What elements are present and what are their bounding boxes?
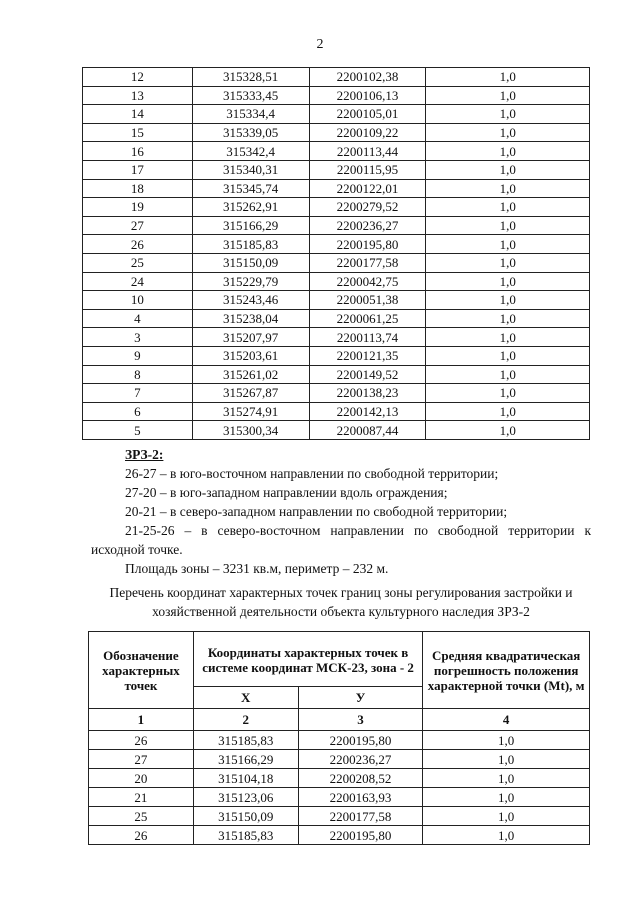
point-id-cell: 5 [83,421,193,440]
x-coordinate-cell: 315339,05 [192,123,309,142]
x-coordinate-cell: 315207,97 [192,328,309,347]
coordinates-table-body [83,68,590,440]
point-id-cell: 26 [83,235,193,254]
table-row [83,105,590,124]
y-coordinate-cell: 2200122,01 [309,179,426,198]
error-cell: 1,0 [426,309,590,328]
x-coordinate-cell: 315185,83 [193,731,298,750]
error-cell: 1,0 [423,750,590,769]
table-row [83,346,590,365]
y-coordinate-cell: 2200121,35 [309,346,426,365]
y-coordinate-cell: 2200177,58 [309,253,426,272]
error-cell: 1,0 [426,235,590,254]
error-cell: 1,0 [426,328,590,347]
point-id-cell: 14 [83,105,193,124]
column-number-2: 2 [193,709,298,731]
x-coordinate-cell: 315334,4 [192,105,309,124]
x-coordinate-cell: 315166,29 [193,750,298,769]
table-row [83,68,590,87]
error-cell: 1,0 [423,769,590,788]
x-coordinate-cell: 315104,18 [193,769,298,788]
y-coordinate-cell: 2200113,74 [309,328,426,347]
zone-description [91,445,591,578]
error-cell: 1,0 [423,731,590,750]
y-coordinate-cell: 2200042,75 [309,272,426,291]
point-id-cell: 16 [83,142,193,161]
header-y: У [298,687,423,709]
table-caption-line-2: хозяйственной деятельности объекта культурного наследия ЗРЗ-2 [152,604,530,619]
error-cell: 1,0 [426,198,590,217]
y-coordinate-cell: 2200105,01 [309,105,426,124]
page-number: 2 [316,37,324,52]
point-id-cell: 26 [89,731,194,750]
table-row [83,384,590,403]
point-id-cell: 8 [83,365,193,384]
error-cell: 1,0 [426,160,590,179]
x-coordinate-cell: 315340,31 [192,160,309,179]
column-numbers-row [89,709,590,731]
error-cell: 1,0 [426,365,590,384]
point-id-cell: 9 [83,346,193,365]
table-caption-line-1: Перечень координат характерных точек границ зоны регулирования застройки и [109,585,573,600]
x-coordinate-cell: 315262,91 [192,198,309,217]
point-id-cell: 21 [89,788,194,807]
y-coordinate-cell: 2200195,80 [298,826,423,845]
error-cell: 1,0 [423,807,590,826]
error-cell: 1,0 [426,105,590,124]
table-row [83,160,590,179]
y-coordinate-cell: 2200115,95 [309,160,426,179]
table-row [89,731,590,750]
zone-heading: ЗРЗ-2: [125,447,164,462]
boundary-segment-21-25-26: 21-25-26 – в северо-восточном направлении по свободной территории к [125,523,591,538]
table-row [89,788,590,807]
error-cell: 1,0 [426,384,590,403]
table-row [83,328,590,347]
table-row [83,198,590,217]
error-cell: 1,0 [426,402,590,421]
point-id-cell: 6 [83,402,193,421]
point-id-cell: 20 [89,769,194,788]
point-id-cell: 26 [89,826,194,845]
x-coordinate-cell: 315345,74 [192,179,309,198]
point-id-cell: 19 [83,198,193,217]
point-id-cell: 17 [83,160,193,179]
x-coordinate-cell: 315267,87 [192,384,309,403]
x-coordinate-cell: 315123,06 [193,788,298,807]
x-coordinate-cell: 315150,09 [192,253,309,272]
table-row [83,86,590,105]
error-cell: 1,0 [426,291,590,310]
x-coordinate-cell: 315203,61 [192,346,309,365]
x-coordinate-cell: 315300,34 [192,421,309,440]
error-cell: 1,0 [423,788,590,807]
table-row [83,365,590,384]
point-id-cell: 7 [83,384,193,403]
table-row [89,807,590,826]
x-coordinate-cell: 315274,91 [192,402,309,421]
y-coordinate-cell: 2200142,13 [309,402,426,421]
y-coordinate-cell: 2200138,23 [309,384,426,403]
error-cell: 1,0 [426,272,590,291]
error-cell: 1,0 [426,421,590,440]
point-id-cell: 25 [89,807,194,826]
table-row [83,235,590,254]
x-coordinate-cell: 315243,46 [192,291,309,310]
y-coordinate-cell: 2200106,13 [309,86,426,105]
header-mean-square-error: Средняя квадратическая погрешность положения характерной точки (Mt), м [423,632,590,709]
table-caption [86,583,596,621]
error-cell: 1,0 [423,826,590,845]
table-row [83,421,590,440]
table-row [83,272,590,291]
boundary-segment-21-25-26-continued: исходной точке. [91,542,183,557]
table-row [89,750,590,769]
column-number-1: 1 [89,709,194,731]
x-coordinate-cell: 315185,83 [193,826,298,845]
x-coordinate-cell: 315150,09 [193,807,298,826]
point-id-cell: 10 [83,291,193,310]
point-id-cell: 27 [83,216,193,235]
error-cell: 1,0 [426,179,590,198]
table-row [83,142,590,161]
y-coordinate-cell: 2200279,52 [309,198,426,217]
table-row [83,291,590,310]
point-id-cell: 25 [83,253,193,272]
point-id-cell: 3 [83,328,193,347]
error-cell: 1,0 [426,68,590,87]
point-id-cell: 13 [83,86,193,105]
point-id-cell: 12 [83,68,193,87]
column-number-3: 3 [298,709,423,731]
boundary-segment-27-20: 27-20 – в юго-западном направлении вдоль ограждения; [125,485,448,500]
table-row [83,216,590,235]
table-row [83,179,590,198]
y-coordinate-cell: 2200087,44 [309,421,426,440]
table-row [83,253,590,272]
x-coordinate-cell: 315261,02 [192,365,309,384]
zrz2-table-body [89,731,590,845]
error-cell: 1,0 [426,86,590,105]
y-coordinate-cell: 2200051,38 [309,291,426,310]
table-row [83,402,590,421]
y-coordinate-cell: 2200061,25 [309,309,426,328]
point-id-cell: 27 [89,750,194,769]
y-coordinate-cell: 2200208,52 [298,769,423,788]
x-coordinate-cell: 315342,4 [192,142,309,161]
point-id-cell: 15 [83,123,193,142]
y-coordinate-cell: 2200236,27 [298,750,423,769]
error-cell: 1,0 [426,346,590,365]
table-row [83,309,590,328]
x-coordinate-cell: 315328,51 [192,68,309,87]
header-point-designation: Обозначение характерных точек [89,632,194,709]
point-id-cell: 24 [83,272,193,291]
boundary-segment-20-21: 20-21 – в северо-западном направлении по свободной территории; [125,504,508,519]
y-coordinate-cell: 2200163,93 [298,788,423,807]
zrz2-coordinates-table [88,631,590,845]
boundary-segment-26-27: 26-27 – в юго-восточном направлении по свободной территории; [125,466,499,481]
y-coordinate-cell: 2200102,38 [309,68,426,87]
y-coordinate-cell: 2200149,52 [309,365,426,384]
x-coordinate-cell: 315229,79 [192,272,309,291]
error-cell: 1,0 [426,216,590,235]
table-row [83,123,590,142]
header-x: X [193,687,298,709]
y-coordinate-cell: 2200195,80 [309,235,426,254]
x-coordinate-cell: 315333,45 [192,86,309,105]
error-cell: 1,0 [426,142,590,161]
x-coordinate-cell: 315185,83 [192,235,309,254]
x-coordinate-cell: 315166,29 [192,216,309,235]
point-id-cell: 4 [83,309,193,328]
coordinates-table-continued [82,67,590,440]
table-row [89,826,590,845]
y-coordinate-cell: 2200109,22 [309,123,426,142]
y-coordinate-cell: 2200236,27 [309,216,426,235]
y-coordinate-cell: 2200177,58 [298,807,423,826]
y-coordinate-cell: 2200113,44 [309,142,426,161]
y-coordinate-cell: 2200195,80 [298,731,423,750]
table-row [89,769,590,788]
column-number-4: 4 [423,709,590,731]
header-coordinates-group: Координаты характерных точек в системе координат МСК-23, зона - 2 [193,632,422,687]
zone-area-perimeter: Площадь зоны – 3231 кв.м, периметр – 232 м. [125,561,389,576]
error-cell: 1,0 [426,123,590,142]
x-coordinate-cell: 315238,04 [192,309,309,328]
point-id-cell: 18 [83,179,193,198]
error-cell: 1,0 [426,253,590,272]
